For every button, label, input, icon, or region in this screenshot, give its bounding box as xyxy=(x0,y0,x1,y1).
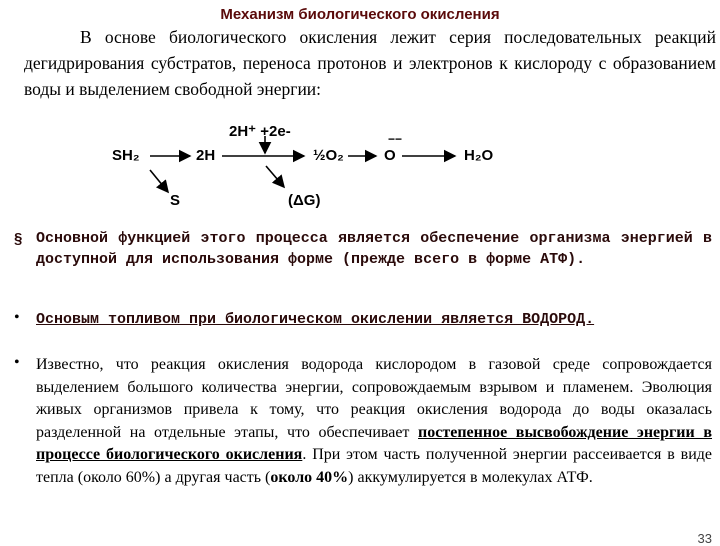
intro-paragraph: В основе биологического окисления лежит серия последовательных реакций дегидрирования субстратов, переноса протонов и электронов к кислороду с образованием воды и выделением свободной энергии: xyxy=(24,27,716,99)
half-o2-label: ½O₂ xyxy=(313,147,344,164)
bullet-evolution-paragraph xyxy=(36,354,712,489)
evolution-text-part: ) аккумулируется в молекулах АТФ. xyxy=(348,468,593,486)
two-h-label: 2H xyxy=(196,147,216,164)
o-charge-label: −− xyxy=(388,132,403,146)
bullet-hydrogen-fuel: Основым топливом при биологическом окислении является ВОДОРОД. xyxy=(36,311,595,328)
forty-percent-phrase: около 40% xyxy=(270,468,349,486)
bullet-marker-section: § xyxy=(14,230,23,247)
delta-g-label: (ΔG) xyxy=(288,192,321,209)
bullet-marker-dot: • xyxy=(14,309,20,326)
gradual-release-phrase: постепенное высвобождение энергии в процессе биологического окисления xyxy=(36,423,713,463)
arrow-to-s xyxy=(150,170,168,192)
slide-title: Механизм биологического окисления xyxy=(220,6,500,23)
bullet-marker-dot: • xyxy=(14,354,20,371)
page-number: 33 xyxy=(697,531,712,546)
evolution-text-part: . При этом часть полученной энергии рассеивается в виде тепла (около 60%) а другая часть ( xyxy=(36,446,712,486)
o-anion-label: O xyxy=(384,147,396,164)
evolution-text-part: Известно, что реакция окисления водорода кислородом в газовой среде сопровождается выделением большого количества энергии, сопровождаемым взрывом и пламенем. Эволюция живых организмов привела к тому, что реакция окисления водорода до воды оказалась разделенной на отдельные этапы, что обеспечивает xyxy=(36,356,712,441)
arrow-to-dg xyxy=(266,166,284,187)
protons-electrons-label: 2H⁺ +2e- xyxy=(229,123,291,140)
water-label: H₂O xyxy=(464,147,494,164)
bullet-main-function: Основной функцией этого процесса является обеспечение организма энергией в доступной для использования форме (прежде всего в форме АТФ). xyxy=(36,230,712,268)
sh2-label: SH₂ xyxy=(112,147,140,164)
substrate-s-label: S xyxy=(170,192,181,209)
